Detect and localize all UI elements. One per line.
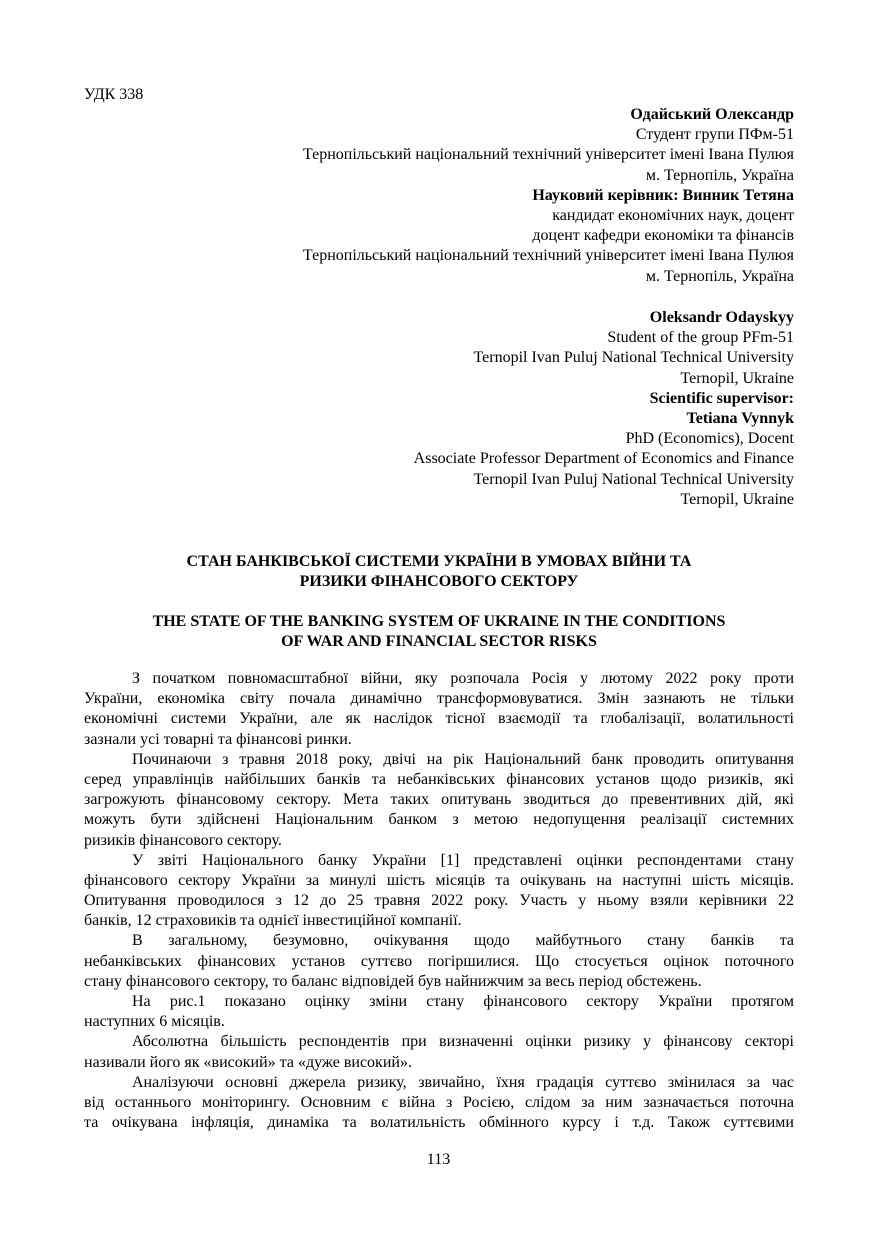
supervisor-city: м. Тернопіль, Україна: [645, 267, 794, 285]
body-line: від останнього моніторингу. Основним є війна з Росією, слідом за ним зазначається поточна: [84, 1093, 794, 1111]
body-line: та очікувана інфляція, динаміка та волатильність обмінного курсу і т.д. Також суттєвими: [84, 1114, 794, 1132]
body-line: У звіті Національного банку України [1] представлені оцінки респондентами стану: [132, 851, 794, 869]
supervisor-city: Ternopil, Ukraine: [680, 490, 794, 508]
body-line: фінансового сектору України за минулі шість місяців та очікувань на наступні шість місяців.: [84, 871, 794, 889]
supervisor-name: Tetiana Vynnyk: [686, 410, 794, 428]
body-line: Опитування проводилося з 12 до 25 травня 2022 року. Участь у ньому взяли керівники 22: [84, 892, 794, 910]
author-position: Student of the group PFm-51: [607, 329, 794, 347]
title-line: OF WAR AND FINANCIAL SECTOR RISKS: [281, 633, 597, 650]
body-line: банків, 12 страховиків та однієї інвестиційної компанії.: [84, 912, 462, 930]
udk-code: УДК 338: [84, 86, 144, 103]
author-block-english: [414, 308, 794, 510]
page-number: 113: [426, 1151, 451, 1168]
body-line: стану фінансового сектору, то баланс відповідей був найнижчим за весь період обстежень.: [84, 972, 702, 990]
body-line: ризиків фінансового сектору.: [84, 831, 282, 849]
supervisor-university: Ternopil Ivan Puluj National Technical University: [473, 470, 794, 488]
supervisor-department: доцент кафедри економіки та фінансів: [532, 227, 794, 245]
body-line: України, економіка світу почала динамічно трансформовуватися. Змін зазнають не тільки: [84, 690, 794, 708]
body-line: Абсолютна більшість респондентів при визначенні оцінки ризику у фінансову секторі: [132, 1033, 794, 1051]
supervisor-label: Науковий керівник: Винник Тетяна: [532, 186, 794, 204]
author-name: Одайський Олександр: [630, 106, 794, 123]
supervisor-degree: PhD (Economics), Docent: [625, 430, 794, 448]
author-position: Студент групи ПФм-51: [635, 126, 794, 144]
body-line: В загальному, безумовно, очікування щодо майбутнього стану банків та: [132, 932, 794, 950]
body-line: небанківських фінансових установ суттєво погіршилися. Що стосується оцінок поточного: [84, 952, 794, 970]
author-name: Oleksandr Odayskyy: [649, 309, 794, 326]
article-title-english: [84, 612, 794, 652]
title-line: РИЗИКИ ФІНАНСОВОГО СЕКТОРУ: [299, 573, 579, 590]
article-body: [84, 669, 794, 1133]
body-line: називали його як «високий» та «дуже високий».: [84, 1053, 412, 1071]
title-line: THE STATE OF THE BANKING SYSTEM OF UKRAINE IN THE CONDITIONS: [152, 613, 726, 630]
body-line: зазнали усі товарні та фінансові ринки.: [84, 730, 352, 748]
body-line: загрожують фінансовому сектору. Мета таких опитувань зводиться до превентивних дій, які: [84, 791, 794, 809]
body-line: Аналізуючи основні джерела ризику, звичайно, їхня градація суттєво змінилася за час: [132, 1073, 794, 1091]
supervisor-university: Тернопільський національний технічний університет імені Івана Пулюя: [302, 247, 794, 265]
body-line: серед управлінців найбільших банків та небанківських фінансових установ щодо ризиків, які: [84, 770, 794, 788]
body-line: можуть бути здійснені Національним банком з метою недопущення реалізації системних: [84, 811, 794, 829]
author-university: Тернопільський національний технічний університет імені Івана Пулюя: [302, 146, 794, 164]
body-line: З початком повномасштабної війни, яку розпочала Росія у лютому 2022 року проти: [132, 670, 794, 687]
author-city: Ternopil, Ukraine: [680, 369, 794, 387]
title-line: СТАН БАНКІВСЬКОЇ СИСТЕМИ УКРАЇНИ В УМОВАХ ВІЙНИ ТА: [186, 553, 692, 570]
article-title-ukrainian: [84, 552, 794, 592]
author-city: м. Тернопіль, Україна: [645, 166, 794, 184]
body-line: На рис.1 показано оцінку зміни стану фінансового сектору України протягом: [132, 993, 794, 1010]
body-line: Починаючи з травня 2018 року, двічі на рік Національний банк проводить опитування: [132, 750, 794, 768]
author-block-ukrainian: [303, 105, 794, 287]
supervisor-label: Scientific supervisor:: [649, 389, 794, 407]
author-university: Ternopil Ivan Puluj National Technical University: [473, 349, 794, 367]
body-line: наступних 6 місяців.: [84, 1013, 225, 1031]
supervisor-department: Associate Professor Department of Economics and Finance: [413, 450, 794, 468]
body-line: економічні системи України, але як наслідок тісної взаємодії та глобалізації, волатильності: [84, 710, 794, 728]
supervisor-degree: кандидат економічних наук, доцент: [552, 207, 794, 225]
